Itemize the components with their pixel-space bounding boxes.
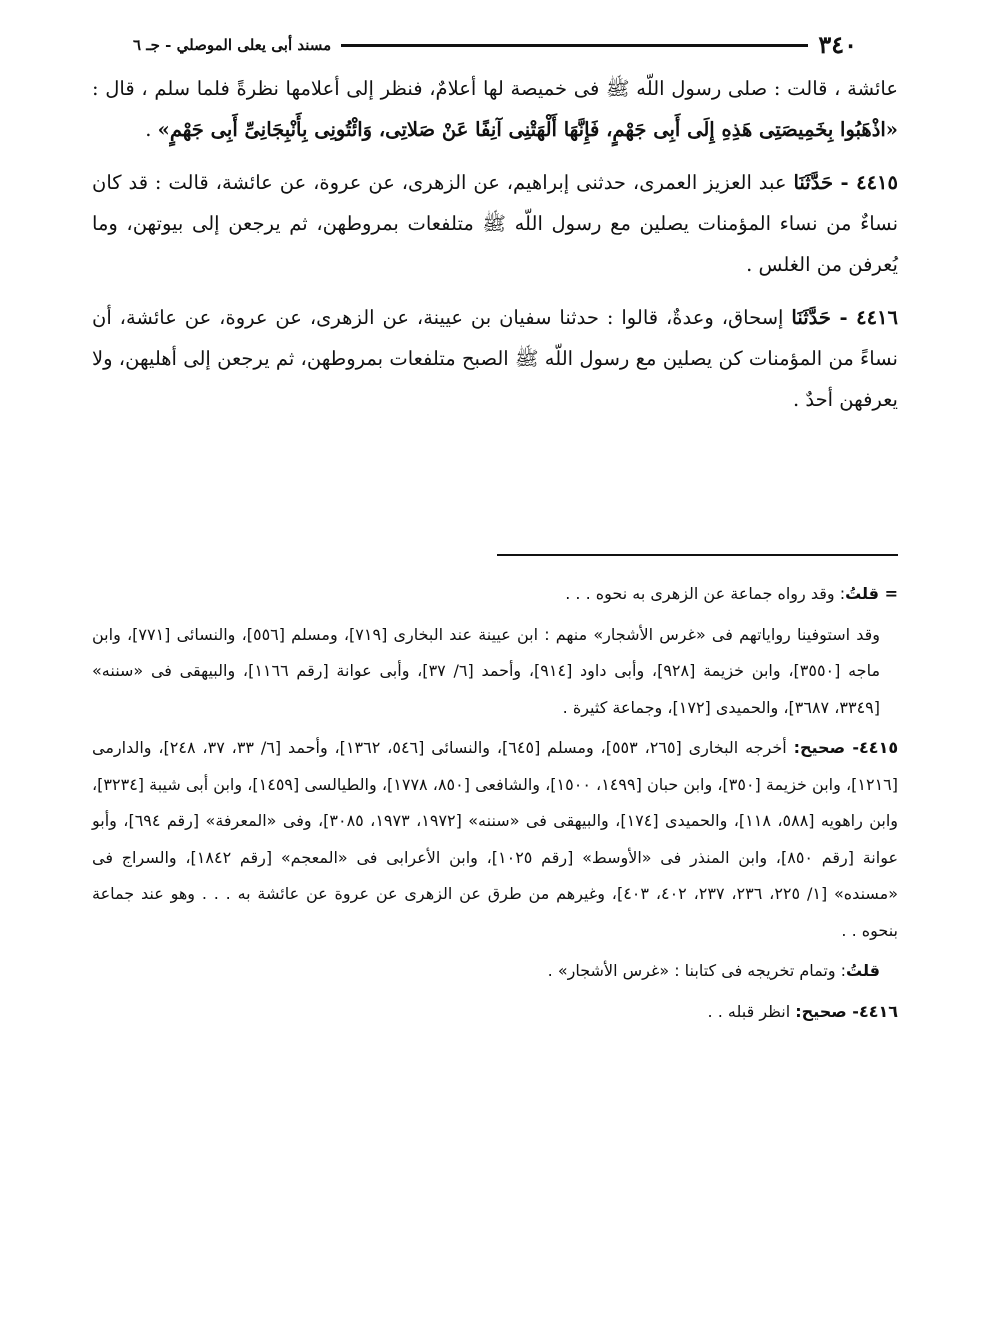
footnote-sources: [92, 617, 898, 727]
footnote-text: : وتمام تخريجه فى كتابنا : «غرس الأشجار» .: [547, 961, 847, 980]
hadith-4415: [92, 162, 898, 285]
prophet-quote: «اذْهَبُوا بِخَمِيصَتِى هَذِهِ إِلَى أَبِى جَهْمٍ، فَإِنَّهَا أَلْهَتْنِى آنِفًا عَنْ صَلاتِى، وَائْتُونِى بِأَنْبِجَانِىِّ أَبِى جَهْمٍ»: [157, 118, 898, 141]
hadith-opening: - حَدَّثَنَا: [793, 171, 857, 194]
hadith-opening: - حَدَّثَنَا: [791, 306, 857, 329]
hadith-text: إسحاق، وعدةٌ، قالوا : حدثنا سفيان بن عيينة، عن الزهرى، عن عروة، عن عائشة، أن نساءً من المؤمنات كن يصلين مع رسول اللّه ﷺ الصبح متلفعات بمروطهن، ثم يرجعن إلى أهليهن، ولا يعرفهن أحدٌ .: [92, 306, 898, 411]
page-header: [95, 28, 895, 62]
footnote-4416: [92, 994, 898, 1031]
hadith-text: عبد العزيز العمرى، حدثنى إبراهيم، عن الزهرى، عن عروة، عن عائشة، قالت : قد كان نساءٌ من نساء المؤمنات يصلين مع رسول اللّه ﷺ متلفعات بمروطهن، ثم يرجعن إلى بيوتهن، وما يُعرفن من الغلس .: [92, 171, 898, 276]
footnote-label: = قلتُ: [845, 584, 898, 603]
footnote-label: ٤٤١٦- صحيح:: [795, 1001, 898, 1021]
footnote-text: وقد استوفينا رواياتهم فى «غرس الأشجار» منهم : ابن عيينة عند البخارى [٧١٩]، ومسلم [٥٥٦]، والنسائى [٧٧١]، وابن ماجه [٣٥٥٠]، وابن خزيمة [٩٢٨]، وأبى داود [٩١٤]، وأحمد [٦/ ٣٧]، وأبى عوانة [رقم ١١٦٦]، والبيهقى فى «سننه» [٣٣٤٩، ٣٦٨٧]، والحميدى [١٧٢]، وجماعة كثيرة .: [92, 624, 881, 717]
page-number: ٣٤٠: [808, 28, 867, 62]
footnote-text: : وقد رواه جماعة عن الزهرى به نحوه . . .: [565, 584, 846, 603]
footnote-label: قلتُ: [846, 961, 880, 980]
hadith-number: ٤٤١٥: [856, 171, 898, 194]
paragraph-text-end: .: [145, 118, 158, 141]
paragraph-text-start: عائشة ، قالت : صلى رسول اللّه ﷺ فى خميصة لها أعلامٌ، فنظر إلى أعلامها نظرةً فلما سلم ، قال :: [92, 77, 898, 100]
footnote-remark: [92, 953, 898, 990]
footnote-continuation: [92, 576, 898, 613]
footnote-text: انظر قبله . .: [707, 1001, 796, 1021]
footnote-separator: [497, 554, 898, 556]
footnotes: [92, 576, 898, 1034]
running-title: مسند أبى يعلى الموصلي - جـ ٦: [123, 32, 341, 58]
hadith-number: ٤٤١٦: [856, 306, 899, 329]
paragraph-continuation: [92, 68, 898, 150]
hadith-4416: [92, 297, 898, 420]
main-text: [92, 68, 898, 432]
footnote-text: أخرجه البخارى [٢٦٥، ٥٥٣]، ومسلم [٦٤٥]، والنسائى [٥٤٦، ١٣٦٢]، وأحمد [٦/ ٣٣، ٣٧، ٢٤٨]، والدارمى [١٢١٦]، وابن خزيمة [٣٥٠]، وابن حبان [١٤٩٩، ١٥٠٠]، والشافعى [٨٥٠، ١٧٧٨]، والطيالسى [١٤٥٩]، وابن أبى شيبة [٣٢٣٤]، وابن راهويه [٥٨٨، ١١٨]، والحميدى [١٧٤]، والبيهقى فى «سننه» [١٩٧٢، ١٩٧٣، ٣٠٨٥]، وفى «المعرفة» [رقم ٦٩٤]، وأبو عوانة [رقم ٨٥٠]، وابن المنذر فى «الأوسط» [رقم ١٠٢٥]، وابن الأعرابى فى «المعجم» [رقم ١٨٤٢]، والسراج فى «مسنده» [١/ ٢٢٥، ٢٣٦، ٢٣٧، ٤٠٢، ٤٠٣]، وغيرهم من طرق عن الزهرى عن عروة عن عائشة به . . . وهو عند جماعة بنحوه . .: [92, 738, 899, 940]
footnote-label: ٤٤١٥- صحيح:: [793, 738, 899, 757]
footnote-4415: [92, 730, 898, 949]
